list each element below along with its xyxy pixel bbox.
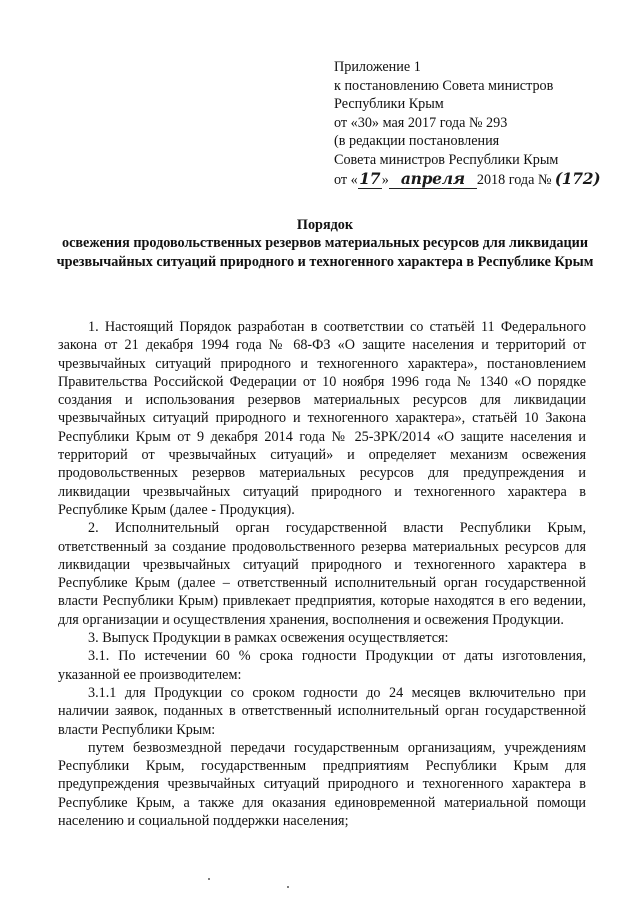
appendix-line: Приложение 1 — [334, 59, 421, 75]
title-heading: Порядок — [296, 217, 354, 233]
title-subheading: освежения продовольственных резервов материальных ресурсов для ликвидации чрезвычайных ситуаций природного и техногенного характера в Республике Крым — [56, 235, 594, 270]
appendix-line: к постановлению Совета министров — [334, 77, 554, 94]
scan-speck — [287, 886, 289, 888]
paragraph: 2. Исполнительный орган государственной власти Республики Крым, ответственный за создание продовольственного резерва материальных ресурсов для ликвидации чрезвычайных ситуаций природного и техногенного характера в Республике Крым (далее – ответственный исполнительный орган государственной власти Республики Крым) привлекает предприятия, которые находятся в его ведении, для организации и осуществления хранения, восполнения и освежения Продукции. — [58, 520, 586, 628]
date-year-label: 2018 года № — [476, 171, 552, 188]
handwritten-day: 17 — [359, 168, 381, 188]
paragraph: 3.1.1 для Продукции со сроком годности до 24 месяцев включительно при наличии заявок, поданных в ответственный исполнительный орган государственной власти Республики Крым: — [58, 684, 586, 738]
date-quote: » — [381, 171, 389, 188]
scan-speck — [208, 878, 210, 880]
amendment-date-line — [334, 170, 634, 190]
date-prefix: от « — [334, 171, 358, 188]
paragraph: 1. Настоящий Порядок разработан в соответствии со статьёй 11 Федерального закона от 21 декабря 1994 года № 68-ФЗ «О защите населения и территорий от чрезвычайных ситуаций природного и техногенного характера», постановлением Правительства Российской Федерации от 10 ноября 1996 года № 1340 «О порядке создания и использования резервов материальных ресурсов для ликвидации чрезвычайных ситуаций природного и техногенного характера», статьёй 10 Закона Республики Крым от 9 декабря 2014 года № 25-ЗРК/2014 «О защите населения и территорий от чрезвычайных ситуаций» и определяет механизм освежения продовольственных резервов материальных ресурсов для предупреждения и ликвидации чрезвычайных ситуаций природного и техногенного характера в Республике Крым (далее - Продукция). — [58, 319, 586, 518]
appendix-line: (в редакции постановления — [334, 133, 500, 150]
paragraph: 3. Выпуск Продукции в рамках освежения осуществляется: — [88, 630, 449, 647]
appendix-line: Совета министров Республики Крым — [334, 151, 559, 168]
appendix-header — [334, 58, 634, 189]
appendix-line: Республики Крым — [334, 96, 444, 113]
paragraph: 3.1. По истечении 60 % срока годности Продукции от даты изготовления, указанной ее производителем: — [58, 648, 586, 683]
appendix-line: от «30» мая 2017 года № 293 — [334, 114, 508, 131]
document-title — [40, 216, 610, 271]
paragraph: путем безвозмездной передачи государственным организациям, учреждениям Республики Крым, государственным предприятиям Республики Крым для предупреждения чрезвычайных ситуаций природного и техногенного характера в Республике Крым, а также для оказания единовременной материальной помощи населению и социальной поддержки населения; — [58, 739, 586, 830]
document-body — [58, 318, 586, 830]
handwritten-month: апреля — [389, 170, 477, 190]
handwritten-number: (172) — [554, 168, 601, 188]
